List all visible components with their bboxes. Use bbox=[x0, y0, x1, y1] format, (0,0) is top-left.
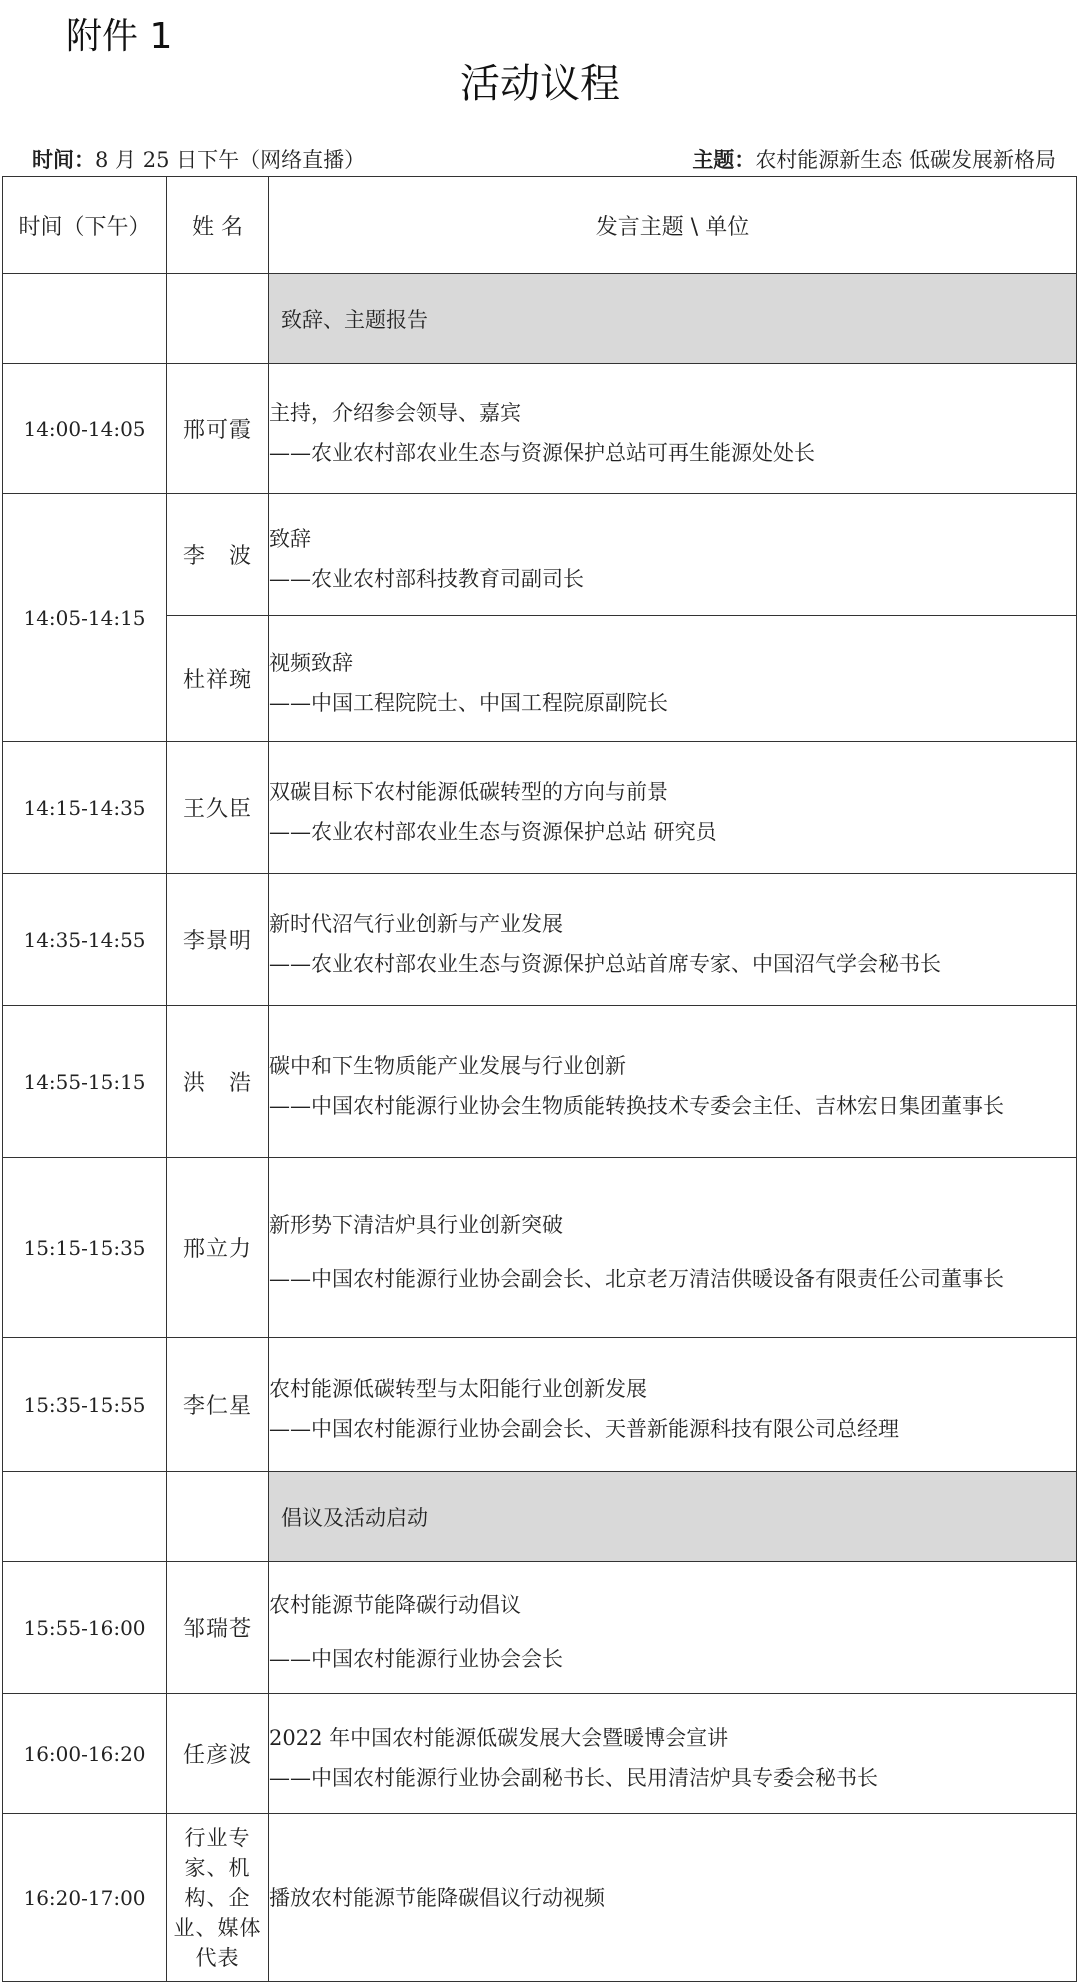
table-row bbox=[3, 742, 1077, 874]
time-cell: 15:55-16:00 bbox=[3, 1562, 167, 1694]
topic-title: 新时代沼气行业创新与产业发展 bbox=[269, 911, 563, 936]
topic-title: 农村能源节能降碳行动倡议 bbox=[269, 1592, 521, 1617]
topic-title: 2022 年中国农村能源低碳发展大会暨暖博会宣讲 bbox=[269, 1725, 729, 1750]
table-row bbox=[3, 364, 1077, 494]
table-row bbox=[3, 874, 1077, 1006]
topic-unit: ——农业农村部农业生态与资源保护总站首席专家、中国沼气学会秘书长 bbox=[269, 951, 941, 976]
time-cell: 14:05-14:15 bbox=[3, 494, 167, 742]
speaker-cell: 邢可霞 bbox=[167, 364, 269, 494]
agenda-table bbox=[2, 176, 1077, 1982]
speaker-cell: 李景明 bbox=[167, 874, 269, 1006]
speaker-cell: 任彦波 bbox=[167, 1694, 269, 1814]
speaker-cell: 李 波 bbox=[167, 494, 269, 616]
speaker-cell: 杜祥琬 bbox=[167, 616, 269, 742]
section-row bbox=[3, 274, 1077, 364]
topic-unit: ——中国农村能源行业协会副会长、天普新能源科技有限公司总经理 bbox=[269, 1416, 899, 1441]
time-cell: 14:15-14:35 bbox=[3, 742, 167, 874]
topic-title: 农村能源低碳转型与太阳能行业创新发展 bbox=[269, 1376, 647, 1401]
time-cell: 15:35-15:55 bbox=[3, 1338, 167, 1472]
topic-cell bbox=[269, 1814, 1077, 1982]
header-time: 时间（下午） bbox=[3, 177, 167, 274]
section-row bbox=[3, 1472, 1077, 1562]
time-cell: 14:00-14:05 bbox=[3, 364, 167, 494]
time-value: 8 月 25 日下午（网络直播） bbox=[95, 148, 366, 172]
table-row bbox=[3, 494, 1077, 616]
topic-title: 播放农村能源节能降碳倡议行动视频 bbox=[269, 1885, 605, 1910]
attachment-label: 附件 1 bbox=[66, 16, 173, 57]
section-cell bbox=[269, 274, 1077, 364]
topic-unit: ——农业农村部科技教育司副司长 bbox=[269, 566, 584, 591]
table-header-row bbox=[3, 177, 1077, 274]
table-row bbox=[3, 1814, 1077, 1982]
table-row bbox=[3, 1006, 1077, 1158]
speaker-cell: 邹瑞苍 bbox=[167, 1562, 269, 1694]
header-topic: 发言主题 \ 单位 bbox=[269, 177, 1077, 274]
topic-unit: ——中国农村能源行业协会生物质能转换技术专委会主任、吉林宏日集团董事长 bbox=[269, 1093, 1004, 1118]
speaker-cell: 邢立力 bbox=[167, 1158, 269, 1338]
topic-unit: ——中国农村能源行业协会副秘书长、民用清洁炉具专委会秘书长 bbox=[269, 1765, 878, 1790]
table-row bbox=[3, 1338, 1077, 1472]
table-row bbox=[3, 1694, 1077, 1814]
time-cell: 14:55-15:15 bbox=[3, 1006, 167, 1158]
theme-label: 主题： bbox=[692, 148, 756, 172]
meta-time bbox=[32, 144, 365, 174]
speaker-cell: 李仁星 bbox=[167, 1338, 269, 1472]
table-row bbox=[3, 1158, 1077, 1338]
time-cell: 15:15-15:35 bbox=[3, 1158, 167, 1338]
topic-unit: ——中国农村能源行业协会副会长、北京老万清洁供暖设备有限责任公司董事长 bbox=[269, 1266, 1004, 1291]
speaker-cell: 洪 浩 bbox=[167, 1006, 269, 1158]
topic-cell bbox=[269, 742, 1077, 874]
topic-cell bbox=[269, 616, 1077, 742]
topic-cell bbox=[269, 1338, 1077, 1472]
theme-value: 农村能源新生态 低碳发展新格局 bbox=[755, 148, 1056, 172]
topic-unit: ——中国工程院院士、中国工程院原副院长 bbox=[269, 690, 668, 715]
topic-unit: ——中国农村能源行业协会会长 bbox=[269, 1646, 563, 1671]
topic-title: 双碳目标下农村能源低碳转型的方向与前景 bbox=[269, 779, 668, 804]
time-cell: 14:35-14:55 bbox=[3, 874, 167, 1006]
section-title: 致辞、主题报告 bbox=[281, 307, 428, 332]
time-cell: 16:00-16:20 bbox=[3, 1694, 167, 1814]
topic-title: 新形势下清洁炉具行业创新突破 bbox=[269, 1212, 563, 1237]
topic-cell bbox=[269, 364, 1077, 494]
topic-unit: ——农业农村部农业生态与资源保护总站可再生能源处处长 bbox=[269, 440, 815, 465]
topic-title: 主持，介绍参会领导、嘉宾 bbox=[269, 400, 521, 425]
topic-cell bbox=[269, 1006, 1077, 1158]
topic-title: 碳中和下生物质能产业发展与行业创新 bbox=[269, 1053, 626, 1078]
speaker-cell: 王久臣 bbox=[167, 742, 269, 874]
section-cell bbox=[269, 1472, 1077, 1562]
speaker-cell: 行业专家、机构、企业、媒体代表 bbox=[167, 1814, 269, 1982]
topic-cell bbox=[269, 1694, 1077, 1814]
time-cell: 16:20-17:00 bbox=[3, 1814, 167, 1982]
header-name: 姓 名 bbox=[167, 177, 269, 274]
topic-title: 视频致辞 bbox=[269, 650, 353, 675]
topic-cell bbox=[269, 1562, 1077, 1694]
topic-title: 致辞 bbox=[269, 526, 311, 551]
topic-cell bbox=[269, 1158, 1077, 1338]
page-title: 活动议程 bbox=[460, 61, 620, 107]
table-row bbox=[3, 1562, 1077, 1694]
topic-unit: ——农业农村部农业生态与资源保护总站 研究员 bbox=[269, 819, 717, 844]
topic-cell bbox=[269, 874, 1077, 1006]
section-title: 倡议及活动启动 bbox=[281, 1505, 428, 1530]
meta-theme bbox=[692, 144, 1056, 174]
topic-cell bbox=[269, 494, 1077, 616]
time-label: 时间： bbox=[32, 148, 95, 172]
